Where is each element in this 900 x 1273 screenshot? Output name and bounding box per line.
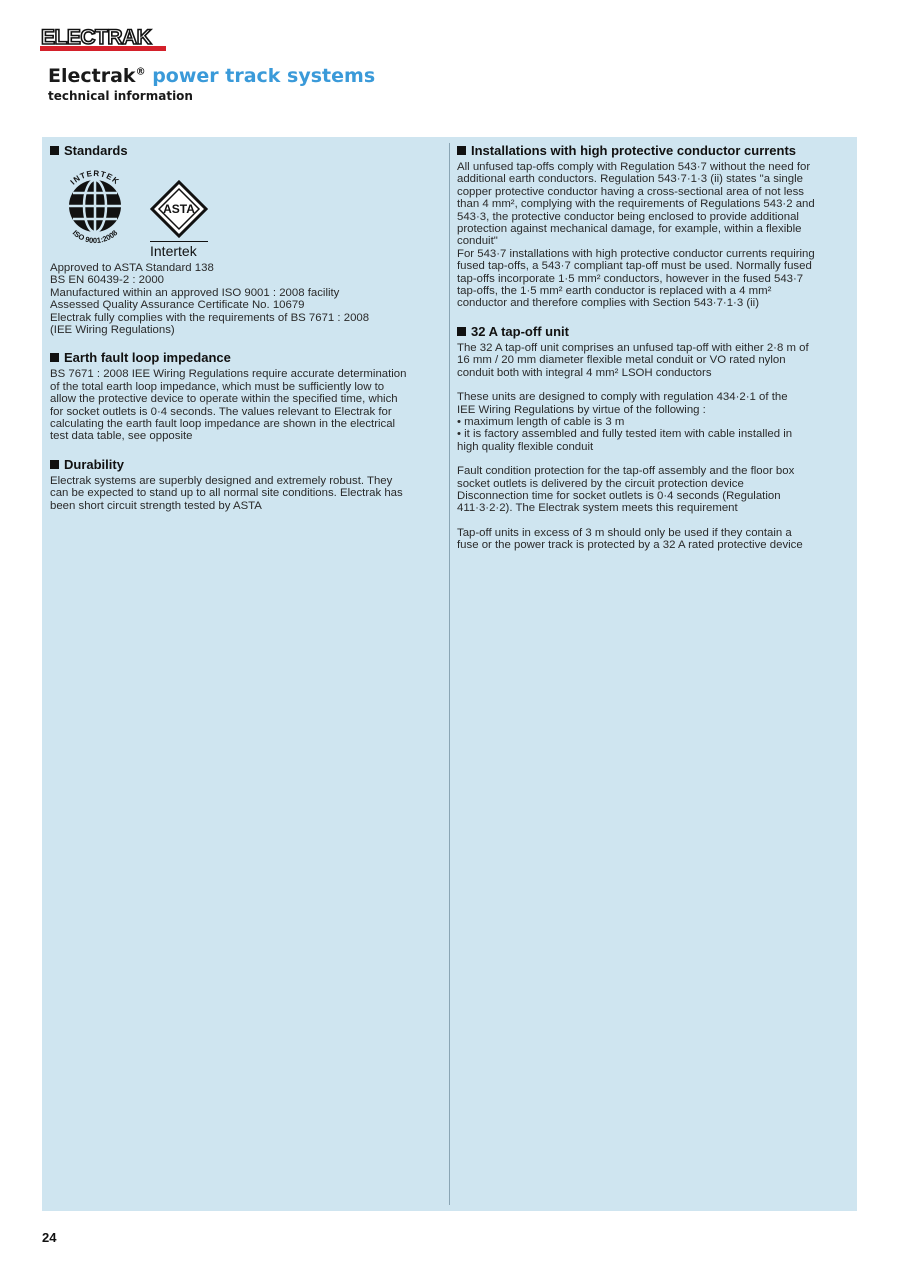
text-line: The 32 A tap-off unit comprises an unfused tap-off with either 2·8 m of	[457, 341, 809, 354]
text-line: 411·3·2·2). The Electrak system meets this requirement	[457, 502, 738, 515]
text-line: Fault condition protection for the tap-off assembly and the floor box	[457, 465, 795, 478]
installations-heading: Installations with high protective conductor currents	[457, 143, 849, 159]
tapoff-paragraph-4	[457, 527, 849, 552]
square-bullet-icon	[50, 146, 59, 155]
text-line: 543·3, the protective conductor being enclosed to provide additional	[457, 210, 799, 223]
text-line: been short circuit strength tested by ASTA	[50, 499, 262, 512]
square-bullet-icon	[50, 353, 59, 362]
text-line: • it is factory assembled and fully tested item with cable installed in	[457, 428, 793, 441]
page-number: 24	[42, 1230, 57, 1245]
right-column	[457, 143, 849, 552]
text-line: conduit both with integral 4 mm² LSOH conductors	[457, 366, 712, 379]
text-line: Tap-off units in excess of 3 m should only be used if they contain a	[457, 526, 792, 539]
text-line: protection against mechanical damage, for example, within a flexible	[457, 223, 802, 236]
text-line: All unfused tap-offs comply with Regulation 543·7 without the need for	[457, 161, 811, 173]
left-column	[50, 143, 435, 512]
tapoff-paragraph-1	[457, 342, 849, 379]
tapoff-paragraph-2	[457, 391, 849, 453]
iso-certification-logo	[52, 163, 138, 249]
text-line: tap-offs incorporate 1·5 mm² conductors, however in the fused 543·7	[457, 272, 804, 285]
registered-mark: ®	[135, 66, 146, 78]
text-line: high quality flexible conduit	[457, 440, 594, 453]
intertek-rule	[150, 241, 208, 242]
text-line: Disconnection time for socket outlets is 0·4 seconds (Regulation	[457, 489, 781, 502]
earth-fault-heading: Earth fault loop impedance	[50, 350, 435, 366]
text-line: tap-offs, the 1·5 mm² earth conductor is replaced with a 4 mm²	[457, 285, 772, 298]
iso-logo-bottom-text: ISO 9001:2008	[70, 228, 120, 246]
text-line: These units are designed to comply with regulation 434·2·1 of the	[457, 391, 788, 404]
intertek-wordmark: Intertek	[150, 243, 197, 259]
text-line: BS 7671 : 2008 IEE Wiring Regulations require accurate determination	[50, 368, 407, 381]
text-line: Approved to ASTA Standard 138	[50, 262, 214, 274]
logo-text: ELECTRAK	[41, 26, 152, 49]
text-line: 16 mm / 20 mm diameter flexible metal conduit or VO rated nylon	[457, 354, 786, 367]
text-line: fused tap-offs, a 543·7 compliant tap-off must be used. Normally fused	[457, 260, 812, 273]
text-line: conductor and therefore complies with Section 543·7·1·3 (ii)	[457, 297, 760, 310]
text-line: Electrak systems are superbly designed and extremely robust. They	[50, 474, 393, 487]
page-title	[48, 64, 375, 88]
text-line: IEE Wiring Regulations by virtue of the following :	[457, 403, 706, 416]
tapoff-paragraph-3	[457, 465, 849, 515]
text-line: Manufactured within an approved ISO 9001 : 2008 facility	[50, 286, 340, 299]
square-bullet-icon	[457, 146, 466, 155]
page-subtitle: technical information	[48, 89, 193, 103]
page-header	[48, 64, 375, 103]
text-line: fuse or the power track is protected by a 32 A rated protective device	[457, 539, 803, 552]
text-line: conduit"	[457, 235, 498, 248]
text-line: • maximum length of cable is 3 m	[457, 415, 625, 428]
text-line: Electrak fully complies with the requirements of BS 7671 : 2008	[50, 311, 370, 324]
title-accent: power track systems	[152, 65, 376, 87]
earth-fault-text	[50, 368, 435, 442]
text-line: Assessed Quality Assurance Certificate No. 10679	[50, 299, 305, 312]
electrak-logo	[40, 24, 166, 52]
text-line: of the total earth loop impedance, which must be sufficiently low to	[50, 380, 385, 393]
standards-heading: Standards	[50, 143, 435, 159]
text-line: for socket outlets is 0·4 seconds. The values relevant to Electrak for	[50, 405, 392, 418]
brand-name: Electrak	[48, 65, 136, 87]
text-line: For 543·7 installations with high protective conductor currents requiring	[457, 247, 815, 260]
certification-logos	[50, 161, 435, 262]
iso-logo-top-text: INTERTEK	[68, 168, 122, 187]
asta-logo	[150, 180, 208, 238]
text-line: additional earth conductors. Regulation 543·7·1·3 (ii) states "a single	[457, 173, 803, 186]
square-bullet-icon	[457, 327, 466, 336]
text-line: allow the protective device to operate within the specified time, which	[50, 393, 398, 406]
text-line: can be expected to stand up to all normal site conditions. Electrak has	[50, 487, 403, 500]
text-line: test data table, see opposite	[50, 430, 193, 443]
square-bullet-icon	[50, 460, 59, 469]
text-line: than 4 mm², complying with the requirements of Regulations 543·2 and	[457, 198, 815, 211]
asta-logo-text: ASTA	[163, 202, 195, 216]
text-line: BS EN 60439-2 : 2000	[50, 274, 164, 287]
column-divider	[449, 143, 450, 1205]
text-line: socket outlets is delivered by the circuit protection device	[457, 477, 744, 490]
durability-heading: Durability	[50, 457, 435, 473]
text-line: (IEE Wiring Regulations)	[50, 324, 175, 337]
durability-text	[50, 475, 435, 512]
installations-text	[457, 161, 849, 310]
text-line: copper protective conductor having a cross-sectional area of not less	[457, 185, 804, 198]
tapoff-heading: 32 A tap-off unit	[457, 324, 849, 340]
standards-text	[50, 262, 435, 336]
text-line: calculating the earth fault loop impedance are shown in the electrical	[50, 418, 396, 431]
